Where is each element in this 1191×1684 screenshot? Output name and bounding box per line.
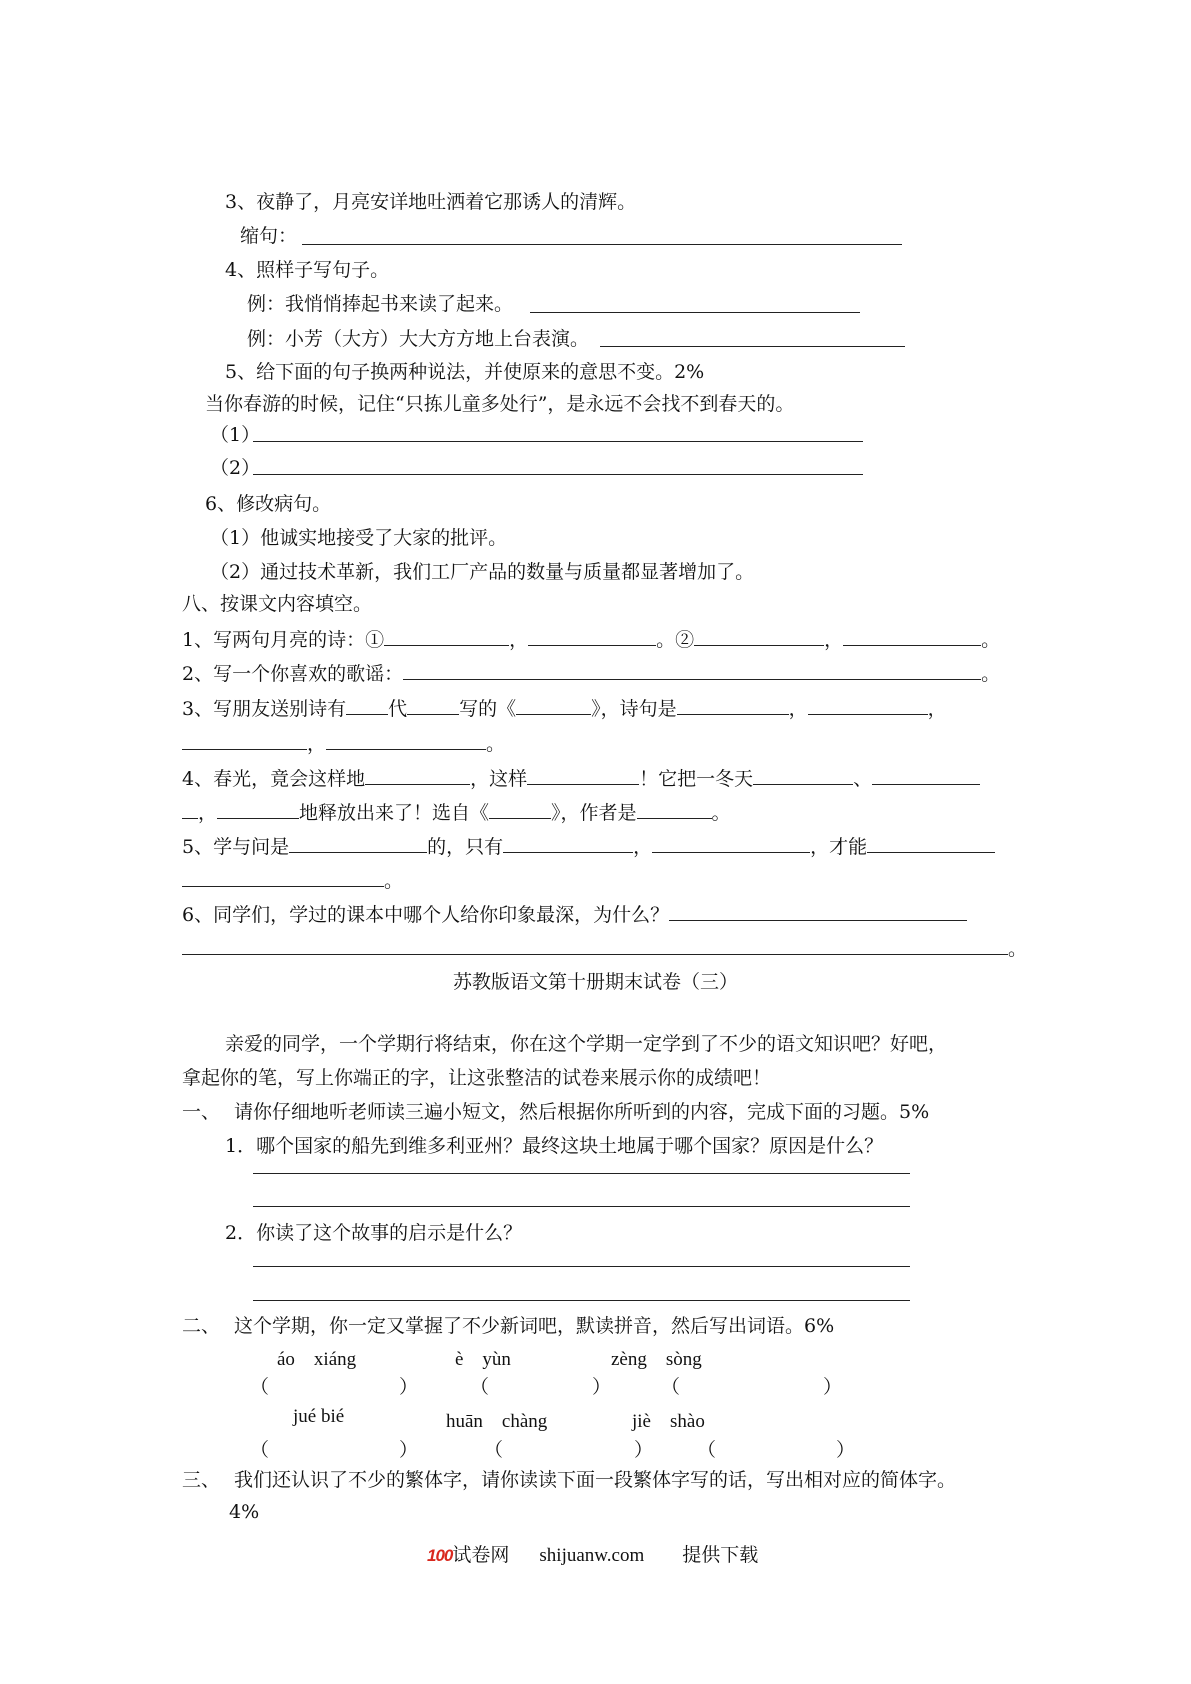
s8-blank[interactable] [652,834,810,853]
s8-blank[interactable] [677,696,789,715]
pinyin-6: jiè shào [632,1411,705,1432]
paren-open: （ [250,1439,270,1461]
pinyin-5: huān chàng [446,1411,548,1432]
logo-100-icon: 100 [427,1546,453,1565]
q5-answer-line-1[interactable] [253,441,863,442]
s8-line3: 3、写朋友送别诗有 代 写的《 》，诗句是 ， ， [182,698,947,720]
s8-blank[interactable] [503,834,633,853]
q5-sentence: 当你春游的时候，记住“只拣儿童多处行”，是永远不会找不到春天的。 [205,393,795,415]
paren-close: ） [634,1439,654,1461]
q4-answer-line-1[interactable] [530,312,860,313]
paren-close: ） [823,1376,843,1398]
s8-blank[interactable] [808,696,928,715]
q5-option-2-label: （2） [210,457,261,479]
part3-score: 4% [229,1501,260,1523]
s8-blank[interactable] [489,800,551,819]
q4-example-2: 例：小芳（大方）大大方方地上台表演。 [247,328,590,350]
s8-line4: 4、春光，竟会这样地 ，这样 ！它把一冬天 、 [182,766,980,791]
paren-open: （ [250,1376,270,1398]
s8-blank[interactable] [694,627,824,646]
paren-close: ） [399,1376,419,1398]
part2-heading: 二、 这个学期，你一定又掌握了不少新词吧，默读拼音，然后写出词语。6% [182,1315,835,1337]
s8-line4b: ， 地释放出来了！选自《 》，作者是 。 [182,800,731,825]
s8-blank[interactable] [289,834,427,853]
footer [427,1543,758,1568]
footer-note: 提供下载 [682,1544,759,1566]
s8-blank[interactable] [182,868,384,887]
paren-open: （ [470,1376,490,1398]
q5-title: 5、给下面的句子换两种说法，并使原来的意思不变。2% [225,361,705,383]
q4-example-1: 例：我悄悄捧起书来读了起来。 [247,293,514,315]
q5-answer-line-2[interactable] [253,474,863,475]
s8-line1: 1、写两句月亮的诗：① ， 。② ， 。 [182,629,1001,651]
paren-close: ） [592,1376,612,1398]
q6-title: 6、修改病句。 [205,493,332,515]
s8-blank[interactable] [669,902,967,921]
s8-line3b: ， 。 [182,731,505,756]
s8-blank[interactable] [182,936,1008,955]
part1-answer-line-4[interactable] [253,1300,910,1301]
s8-blank[interactable] [516,696,591,715]
section8-title: 八、按课文内容填空。 [182,593,373,615]
pinyin-3: zèng sòng [611,1349,702,1370]
q6-sentence-1: （1）他诚实地接受了大家的批评。 [210,527,508,549]
pinyin-1: áo xiáng [277,1349,357,1370]
footer-logo-text: 试卷网 [452,1544,510,1566]
s8-blank[interactable] [182,800,198,819]
s8-line2: 2、写一个你喜欢的歌谣： 。 [182,663,1001,685]
paren-open: （ [697,1439,717,1461]
paren-open: （ [484,1439,504,1461]
s8-blank[interactable] [867,834,995,853]
paren-open: （ [661,1376,681,1398]
part1-question-1: 1．哪个国家的船先到维多利亚州？最终这块土地属于哪个国家？原因是什么？ [225,1135,884,1157]
intro-line-1: 亲爱的同学，一个学期行将结束，你在这个学期一定学到了不少的语文知识吧？好吧， [225,1033,948,1055]
s8-blank[interactable] [384,627,509,646]
pinyin-4: jué bié [293,1406,345,1427]
s8-blank[interactable] [403,661,981,680]
q6-sentence-2: （2）通过技术革新，我们工厂产品的数量与质量都显著增加了。 [210,561,755,583]
paren-close: ） [836,1439,856,1461]
part1-heading: 一、 请你仔细地听老师读三遍小短文，然后根据你所听到的内容，完成下面的习题。5% [182,1101,930,1123]
q3-condense-label: 缩句： [240,225,298,247]
q3-sentence: 3、夜静了，月亮安详地吐洒着它那诱人的清辉。 [225,191,637,213]
part1-answer-line-3[interactable] [253,1266,910,1267]
q4-title: 4、照样子写句子。 [225,259,390,281]
s8-blank[interactable] [872,766,980,785]
s8-blank[interactable] [528,627,656,646]
s8-line6b: 。 [182,936,1027,961]
s8-blank[interactable] [217,800,299,819]
s8-blank[interactable] [365,766,470,785]
s8-blank[interactable] [637,800,712,819]
s8-blank[interactable] [407,696,459,715]
part3-heading: 三、 我们还认识了不少的繁体字，请你读读下面一段繁体字写的话，写出相对应的简体字。 [182,1469,957,1491]
s8-blank[interactable] [346,696,388,715]
s8-line5: 5、学与问是 的，只有 ， ，才能 [182,834,995,859]
q4-answer-line-2[interactable] [600,346,905,347]
s8-line5b: 。 [182,868,403,893]
q3-answer-line[interactable] [302,244,902,245]
s8-line6: 6、同学们，学过的课本中哪个人给你印象最深，为什么？ [182,902,967,927]
s8-blank[interactable] [843,627,981,646]
s8-blank[interactable] [326,731,486,750]
pinyin-2: è yùn [455,1349,511,1370]
s8-blank[interactable] [753,766,853,785]
exam-title: 苏教版语文第十册期末试卷（三） [452,971,738,993]
q5-option-1-label: （1） [210,424,261,446]
part1-question-2: 2．你读了这个故事的启示是什么？ [225,1222,523,1244]
part1-answer-line-2[interactable] [253,1206,910,1207]
paren-close: ） [399,1439,419,1461]
footer-site[interactable]: shijuanw.com [539,1545,645,1566]
s8-blank[interactable] [527,766,639,785]
part1-answer-line-1[interactable] [253,1173,910,1174]
s8-blank[interactable] [182,731,307,750]
intro-line-2: 拿起你的笔，写上你端正的字，让这张整洁的试卷来展示你的成绩吧！ [182,1067,772,1089]
